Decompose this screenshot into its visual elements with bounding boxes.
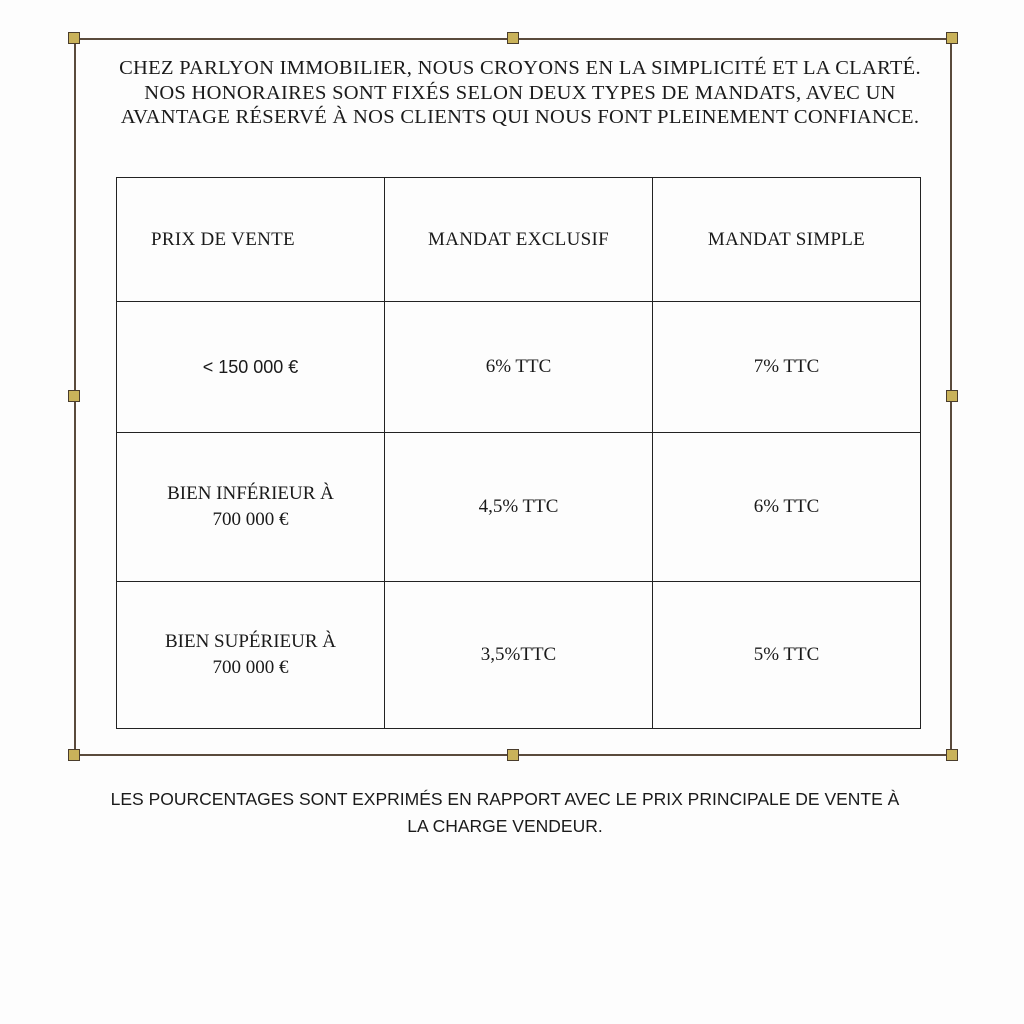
resize-handle-top-right[interactable] bbox=[946, 32, 958, 44]
table-row bbox=[117, 582, 921, 729]
cell-simple-fee: 7% TTC bbox=[653, 302, 921, 433]
fees-table bbox=[116, 177, 921, 729]
resize-handle-bottom-right[interactable] bbox=[946, 749, 958, 761]
cell-exclusive-fee: 4,5% TTC bbox=[385, 433, 653, 582]
cell-simple-fee: 6% TTC bbox=[653, 433, 921, 582]
table-header-row bbox=[117, 178, 921, 302]
table-row bbox=[117, 302, 921, 433]
cell-price-range: BIEN INFÉRIEUR À 700 000 € bbox=[117, 433, 385, 582]
cell-price-range: BIEN SUPÉRIEUR À 700 000 € bbox=[117, 582, 385, 729]
cell-exclusive-fee: 6% TTC bbox=[385, 302, 653, 433]
cell-exclusive-fee: 3,5%TTC bbox=[385, 582, 653, 729]
cell-simple-fee: 5% TTC bbox=[653, 582, 921, 729]
header-mandat-exclusif: MANDAT EXCLUSIF bbox=[385, 178, 653, 302]
cell-price-range: < 150 000 € bbox=[117, 302, 385, 433]
header-prix-de-vente: PRIX DE VENTE bbox=[117, 178, 385, 302]
table-row bbox=[117, 433, 921, 582]
resize-handle-bottom-middle[interactable] bbox=[507, 749, 519, 761]
resize-handle-bottom-left[interactable] bbox=[68, 749, 80, 761]
footnote: LES POURCENTAGES SONT EXPRIMÉS EN RAPPORT AVEC LE PRIX PRINCIPALE DE VENTE À LA CHARGE VENDEUR. bbox=[110, 789, 900, 836]
resize-handle-middle-left[interactable] bbox=[68, 390, 80, 402]
resize-handle-top-middle[interactable] bbox=[507, 32, 519, 44]
resize-handle-middle-right[interactable] bbox=[946, 390, 958, 402]
resize-handle-top-left[interactable] bbox=[68, 32, 80, 44]
header-mandat-simple: MANDAT SIMPLE bbox=[653, 178, 921, 302]
intro-paragraph: CHEZ PARLYON IMMOBILIER, NOUS CROYONS EN LA SIMPLICITÉ ET LA CLARTÉ. NOS HONORAIRES SONT FIXÉS SELON DEUX TYPES DE MANDATS, AVEC UN AVANTAGE RÉSERVÉ À NOS CLIENTS QUI NOUS FONT PLEINEMENT CONFIANCE. bbox=[119, 57, 921, 128]
